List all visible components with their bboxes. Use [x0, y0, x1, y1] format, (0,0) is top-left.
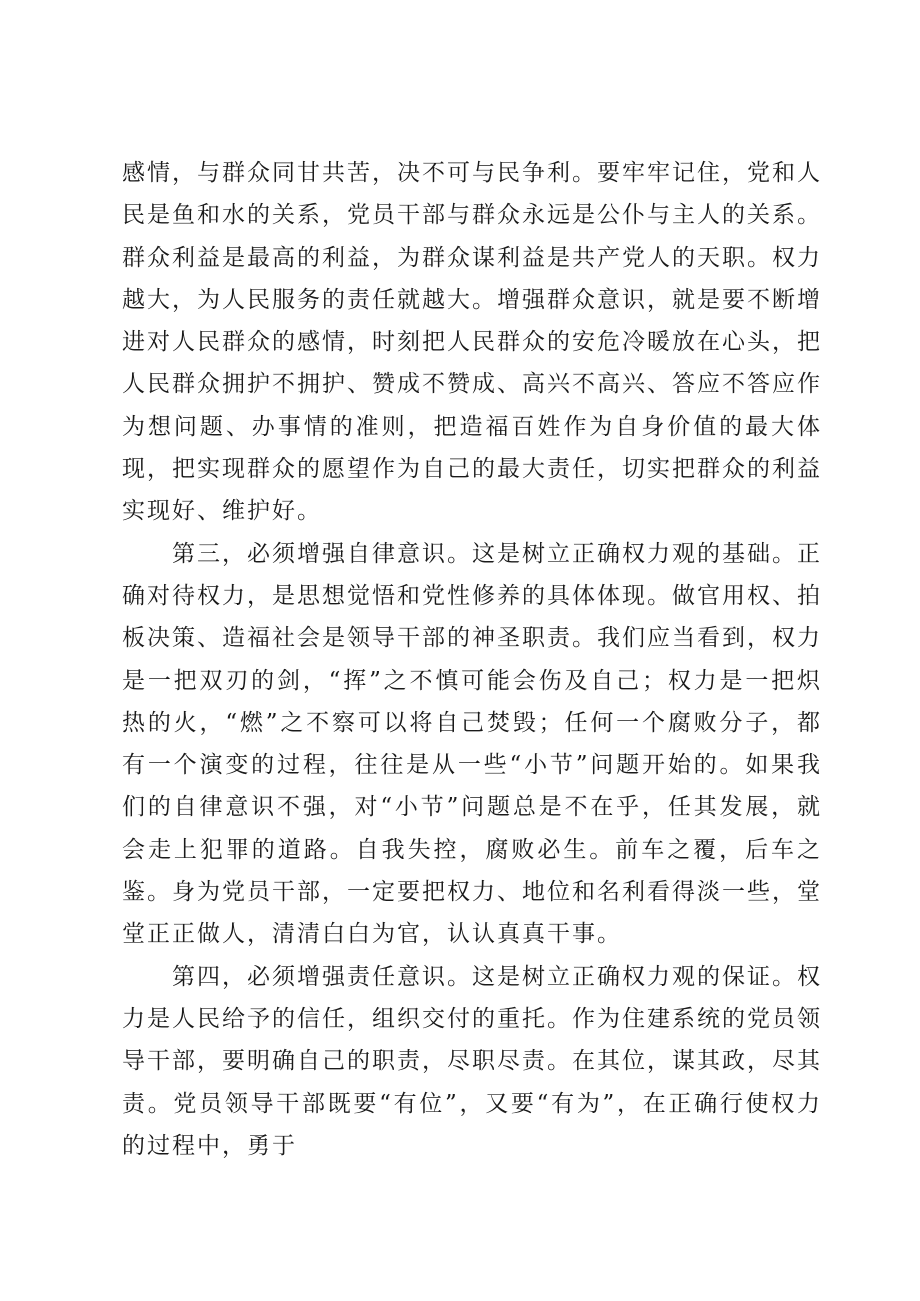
paragraph-continuation: 感情，与群众同甘共苦，决不可与民争利。要牢牢记住，党和人民是鱼和水的关系，党员干部与群众永远是公仆与主人的关系。群众利益是最高的利益，为群众谋利益是共产党人的天职。权力越大，为人民服务的责任就越大。增强群众意识，就是要不断增进对人民群众的感情，时刻把人民群众的安危冷暖放在心头，把人民群众拥护不拥护、赞成不赞成、高兴不高兴、答应不答应作为想问题、办事情的准则，把造福百姓作为自身价值的最大体现，把实现群众的愿望作为自己的最大责任，切实把群众的利益实现好、维护好。 [122, 160, 822, 525]
paragraph-responsibility: 第四，必须增强责任意识。这是树立正确权力观的保证。权力是人民给予的信任，组织交付的重托。作为住建系统的党员领导干部，要明确自己的职责，尽职尽责。在其位，谋其政，尽其责。党员领导干部既要“有位”，又要“有为”，在正确行使权力的过程中，勇于 [122, 963, 822, 1159]
document-body [122, 152, 822, 1167]
paragraph-self-discipline: 第三，必须增强自律意识。这是树立正确权力观的基础。正确对待权力，是思想觉悟和党性修养的具体体现。做官用权、拍板决策、造福社会是领导干部的神圣职责。我们应当看到，权力是一把双刃的剑，“挥”之不慎可能会伤及自己；权力是一把炽热的火，“燃”之不察可以将自己焚毁；任何一个腐败分子，都有一个演变的过程，往往是从一些“小节”问题开始的。如果我们的自律意识不强，对“小节”问题总是不在乎，任其发展，就会走上犯罪的道路。自我失控，腐败必生。前车之覆，后车之鉴。身为党员干部，一定要把权力、地位和名利看得淡一些，堂堂正正做人，清清白白为官，认认真真干事。 [122, 540, 822, 948]
